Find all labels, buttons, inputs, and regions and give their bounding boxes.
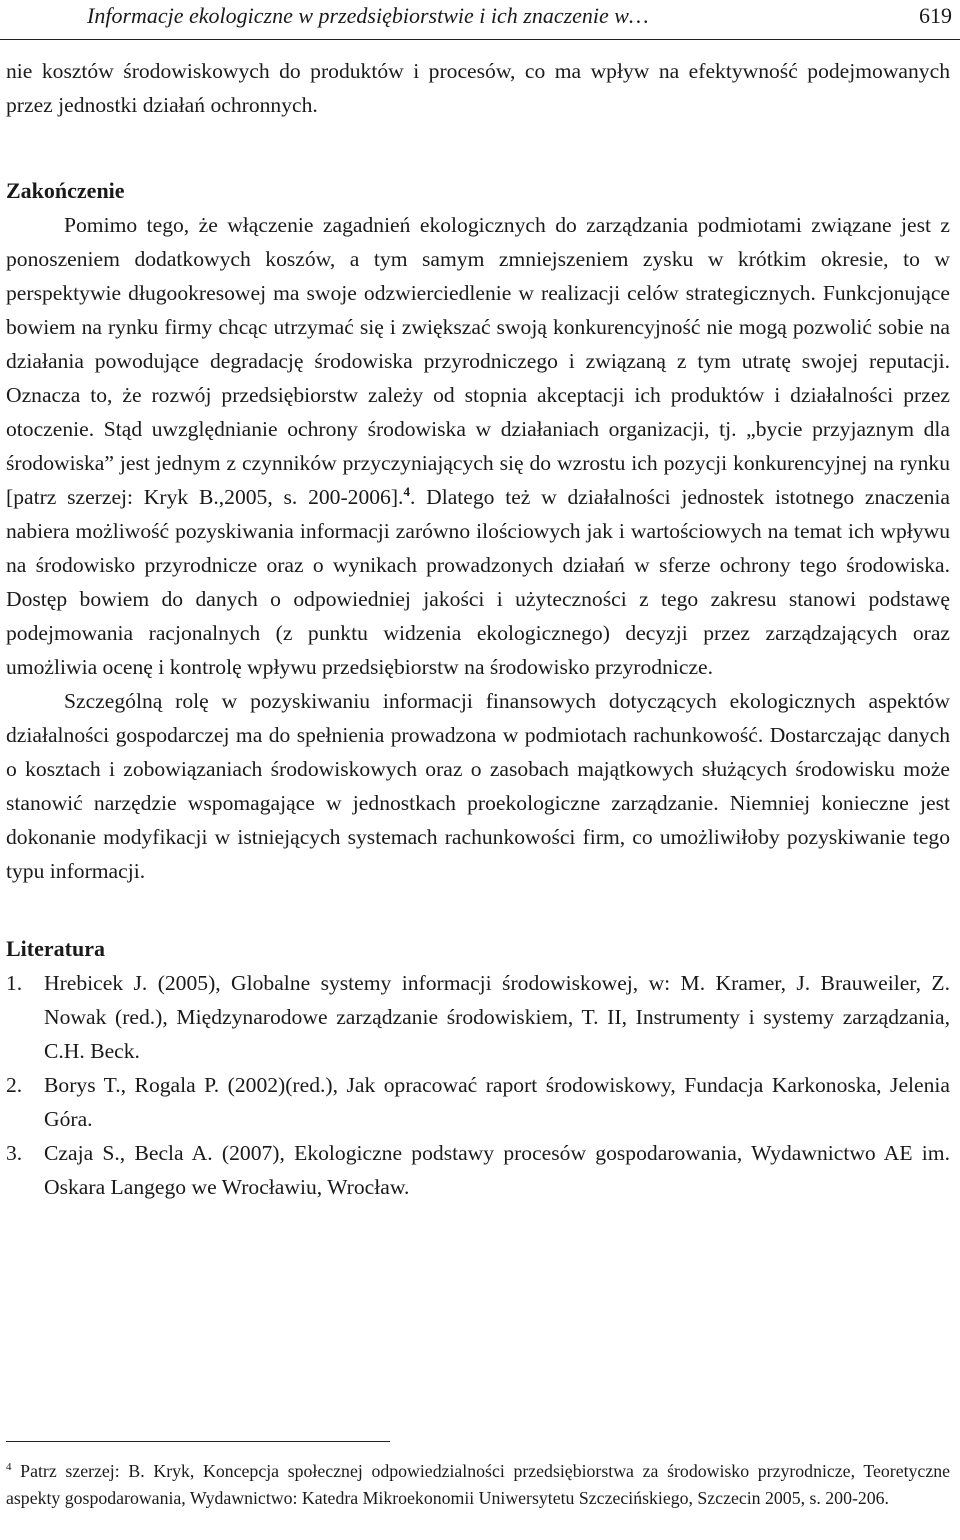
footnote-reference[interactable]: 4 [403,483,410,499]
footnote-number: 4 [6,1461,12,1474]
conclusion-paragraph-1 [6,208,950,684]
reference-number: 3. [6,1141,23,1165]
reference-list [6,966,950,1204]
reference-item [6,966,950,1068]
reference-item [6,1136,950,1204]
reference-text: Czaja S., Becla A. (2007), Ekologiczne podstawy procesów gospodarowania, Wydawnictwo AE im. Oskara Langego we Wrocławiu, Wrocław. [44,1141,950,1199]
intro-paragraph: nie kosztów środowiskowych do produktów i procesów, co ma wpływ na efektywność podejmowanych przez jednostki działań ochronnych. [6,59,950,117]
running-header [0,0,960,40]
conclusion-paragraph-1-part-2: . Dlatego też w działalności jednostek istotnego znaczenia nabiera możliwość pozyskiwania informacji zarówno ilościowych jak i wartościowych na temat ich wpływu na środowisko przyrodnicze oraz o wynikach prowadzonych działań w sferze ochrony tego środowiska. Dostęp bowiem do danych o odpowiedniej jakości i użyteczności z tego zakresu stanowi podstawę podejmowania racjonalnych (z punktu widzenia ekologicznego) decyzji przez zarządzających oraz umożliwia ocenę i kontrolę wpływu przedsiębiorstw na środowisko przyrodnicze. [6,485,950,679]
footnote-separator [6,1441,390,1442]
reference-number: 1. [6,971,23,995]
section-heading-literature: Literatura [6,936,105,961]
section-gap [6,122,950,174]
section-gap [6,888,950,932]
footnote-text: Patrz szerzej: B. Kryk, Koncepcja społecznej odpowiedzialności przedsiębiorstwa za środowisko przyrodnicze, Teoretyczne aspekty gospodarowania, Wydawnictwo: Katedra Mikroekonomii Uniwersytetu Szczecińskiego, Szczecin 2005, s. 200-206. [6,1461,950,1508]
reference-text: Borys T., Rogala P. (2002)(red.), Jak opracować raport środowiskowy, Fundacja Karkonoska, Jelenia Góra. [44,1073,950,1131]
reference-text: Hrebicek J. (2005), Globalne systemy informacji środowiskowej, w: M. Kramer, J. Brauweiler, Z. Nowak (red.), Międzynarodowe zarządzanie środowiskiem, T. II, Instrumenty i systemy zarządzania, C.H. Beck. [44,971,950,1063]
running-title: Informacje ekologiczne w przedsiębiorstwie i ich znaczenie w… [87,3,649,28]
reference-item [6,1068,950,1136]
footnote [6,1458,950,1512]
section-heading-conclusion: Zakończenie [6,178,125,203]
page-number: 619 [919,3,952,28]
conclusion-paragraph-2: Szczególną rolę w pozyskiwaniu informacji finansowych dotyczących ekologicznych aspektów działalności gospodarczej ma do spełnienia prowadzona w podmiotach rachunkowość. Dostarczając danych o kosztach i zobowiązaniach środowiskowych oraz o zasobach majątkowych służących środowisku może stanowić narzędzie wspomagające w jednostkach proekologiczne zarządzanie. Niemniej konieczne jest dokonanie modyfikacji w istniejących systemach rachunkowości firm, co umożliwiłoby pozyskiwanie tego typu informacji. [6,689,950,883]
conclusion-paragraph-1-part-1: Pomimo tego, że włączenie zagadnień ekologicznych do zarządzania podmiotami związane jest z ponoszeniem dodatkowych koszów, a tym samym zmniejszeniem zysku w krótkim okresie, to w perspektywie długookresowej ma swoje odzwierciedlenie w realizacji celów strategicznych. Funkcjonujące bowiem na rynku firmy chcąc utrzymać się i zwiększać swoją konkurencyjność nie mogą pozwolić sobie na działania powodujące degradację środowiska przyrodniczego i związaną z tym utratę swojej reputacji. Oznacza to, że rozwój przedsiębiorstw zależy od stopnia akceptacji ich produktów i działalności przez otoczenie. Stąd uwzględnianie ochrony środowiska w działaniach organizacji, tj. „bycie przyjaznym dla środowiska” jest jednym z czynników przyczyniających się do wzrostu ich pozycji konkurencyjnej na rynku [patrz szerzej: Kryk B.,2005, s. 200-2006]. [6,213,950,509]
reference-number: 2. [6,1073,23,1097]
page-body [6,54,950,1204]
